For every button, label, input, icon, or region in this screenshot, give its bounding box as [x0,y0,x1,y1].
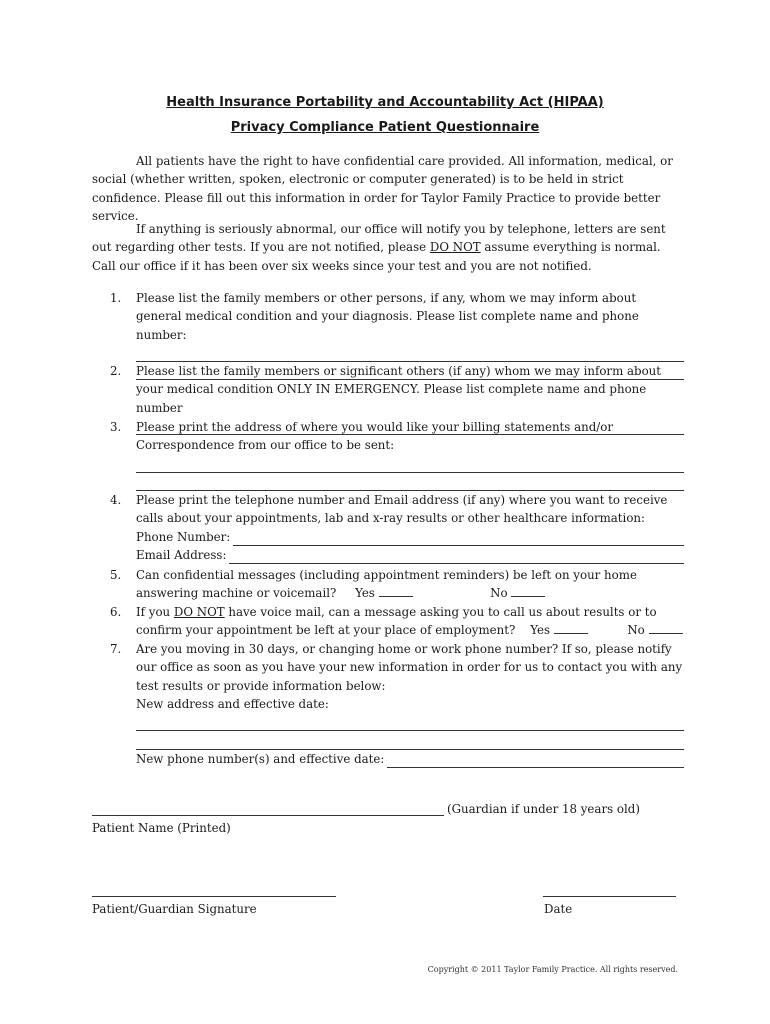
phone-number-row [136,528,684,546]
new-address-line-2[interactable] [136,731,684,749]
title-line-1: Health Insurance Portability and Accountability Act (HIPAA) [166,95,604,110]
question-1-number: 1. [110,291,122,305]
question-5-no-blank[interactable] [511,584,545,597]
question-5-yes-label: Yes [355,586,375,601]
question-4-number: 4. [110,493,122,507]
question-3-text: Please print the address of where you would like your billing statements and/or Correspondence from our office to be sent: [136,420,613,453]
date-label: Date [544,902,573,916]
question-6-text-b: have voice mail, can a message asking you to call us about results or to confirm your appointment be left at your place of employment? [136,605,657,638]
question-6-yes-label: Yes [530,623,551,638]
question-3-number: 3. [110,420,122,434]
question-6-yes-blank[interactable] [554,621,588,634]
intro-para2-text-a: If anything is seriously abnormal, our office will notify you by telephone, letters are sent out regarding other tests. If you are not notified, please [92,222,666,255]
question-3-answer-line-1[interactable] [136,455,684,473]
guardian-note: (Guardian if under 18 years old) [447,802,640,816]
intro-para2-text-b: assume everything is normal. Call our office if it has been over six weeks since your test and you are not notified. [92,240,661,273]
question-5 [92,566,684,603]
question-5-text: Can confidential messages (including appointment reminders) be left on your home answering machine or voicemail? [136,568,637,601]
question-7-text: Are you moving in 30 days, or changing home or work phone number? If so, please notify our office as soon as you have your new information in order for us to contact you with any test results or provide information below: [136,642,683,693]
signature-label: Patient/Guardian Signature [92,902,257,916]
question-6-do-not: DO NOT [173,605,225,619]
email-address-label: Email Address: [136,547,227,562]
new-phone-row [136,750,684,768]
question-5-no-label: No [490,586,508,601]
email-address-field[interactable] [229,550,684,564]
new-phone-label: New phone number(s) and effective date: [136,751,385,766]
question-6 [92,603,684,640]
date-line[interactable] [543,896,676,897]
title-line-2: Privacy Compliance Patient Questionnaire [230,120,540,135]
question-1-text: Please list the family members or other persons, if any, whom we may inform about general medical condition and your diagnosis. Please list complete name and phone number: [136,291,639,342]
question-6-no-blank[interactable] [649,621,683,634]
signature-line[interactable] [92,896,336,897]
new-address-label: New address and effective date: [136,696,329,711]
intro-paragraph-1-text: All patients have the right to have confidential care provided. All information, medical, or social (whether written, spoken, electronic or computer generated) is to be held in strict confidence. Please fill out this information in order for Taylor Family Practice to provide better service. [92,154,673,223]
question-4 [92,491,684,564]
question-3-answer-line-2[interactable] [136,473,684,491]
copyright-notice: Copyright © 2011 Taylor Family Practice. All rights reserved. [427,965,678,974]
question-5-yes-blank[interactable] [379,584,413,597]
email-address-row [136,546,684,564]
question-2-text: Please list the family members or significant others (if any) whom we may inform about your medical condition ONLY IN EMERGENCY. Please list complete name and phone number [136,364,662,415]
question-6-no-label: No [627,623,645,638]
question-5-number: 5. [110,568,122,582]
question-7 [92,640,684,768]
question-2-number: 2. [110,364,122,378]
phone-number-label: Phone Number: [136,529,231,544]
question-4-text: Please print the telephone number and Email address (if any) where you want to receive calls about your appointments, lab and x-ray results or other healthcare information: [136,493,668,526]
new-phone-field[interactable] [387,754,684,768]
question-6-text-a: If you [136,605,174,619]
new-address-line-1[interactable] [136,713,684,731]
intro-para2-do-not: DO NOT [429,240,481,255]
question-7-number: 7. [110,642,122,656]
patient-name-line[interactable] [92,815,444,816]
question-3 [92,418,684,491]
phone-number-field[interactable] [233,532,684,546]
question-1-answer-line-1[interactable] [136,344,684,362]
intro-paragraph-2 [92,220,682,275]
question-6-number: 6. [110,605,122,619]
patient-name-label: Patient Name (Printed) [92,821,231,835]
